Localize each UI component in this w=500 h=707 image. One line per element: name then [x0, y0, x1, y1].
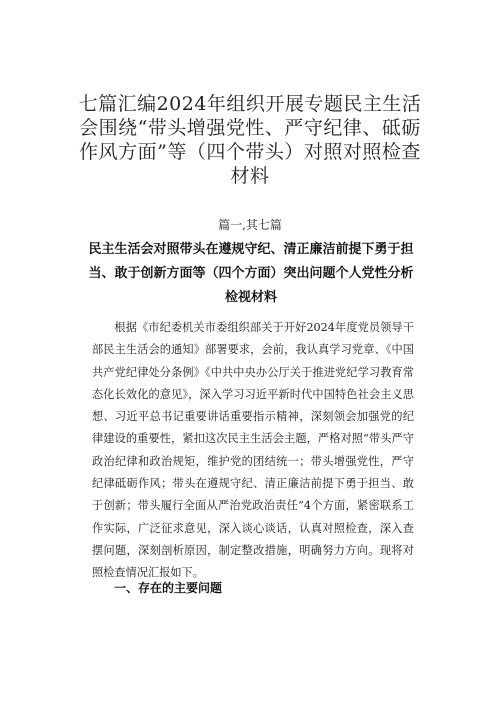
document-subtitle: 篇一,其七篇 — [218, 218, 282, 232]
document-title: 七篇汇编2024年组织开展专题民主生活会围绕“带头增强党性、严守纪律、砥砺作风方面”等（四个带头）对照对照检查材料 — [78, 93, 422, 187]
body-paragraph: 根据《市纪委机关市委组织部关于开好2024年度党员领导干部民主生活会的通知》部署要求，会前，我认真学习党章、《中国共产党纪律处分条例》《中共中央办公厅关于推进党纪学习教育常态化长效化的意见》，深入学习习近平新时代中国特色社会主义思想、习近平总书记重要讲话重要指示精神，深刻领会加强党的纪律建设的重要性，紧扣这次民主生活会主题，严格对照“带头严守政治纪律和政治规矩，维护党的团结统一；带头增强党性，严守纪律砥砺作风；带头在遵规守纪、清正廉洁前提下勇于担当、敢于创新；带头履行全面从严治党政治责任”4个方面，紧密联系工作实际，广泛征求意见，深入谈心谈话，认真对照检查，深入查摆问题，深刻剖析原因，制定整改措施，明确努力方向。现将对照检查情况汇报如下。 — [92, 321, 414, 580]
section-title: 民主生活会对照带头在遵规守纪、清正廉洁前提下勇于担当、敢于创新方面等（四个方面）突出问题个人党性分析检视材料 — [88, 242, 414, 305]
heading-existing-problems: 一、存在的主要问题 — [114, 581, 223, 595]
